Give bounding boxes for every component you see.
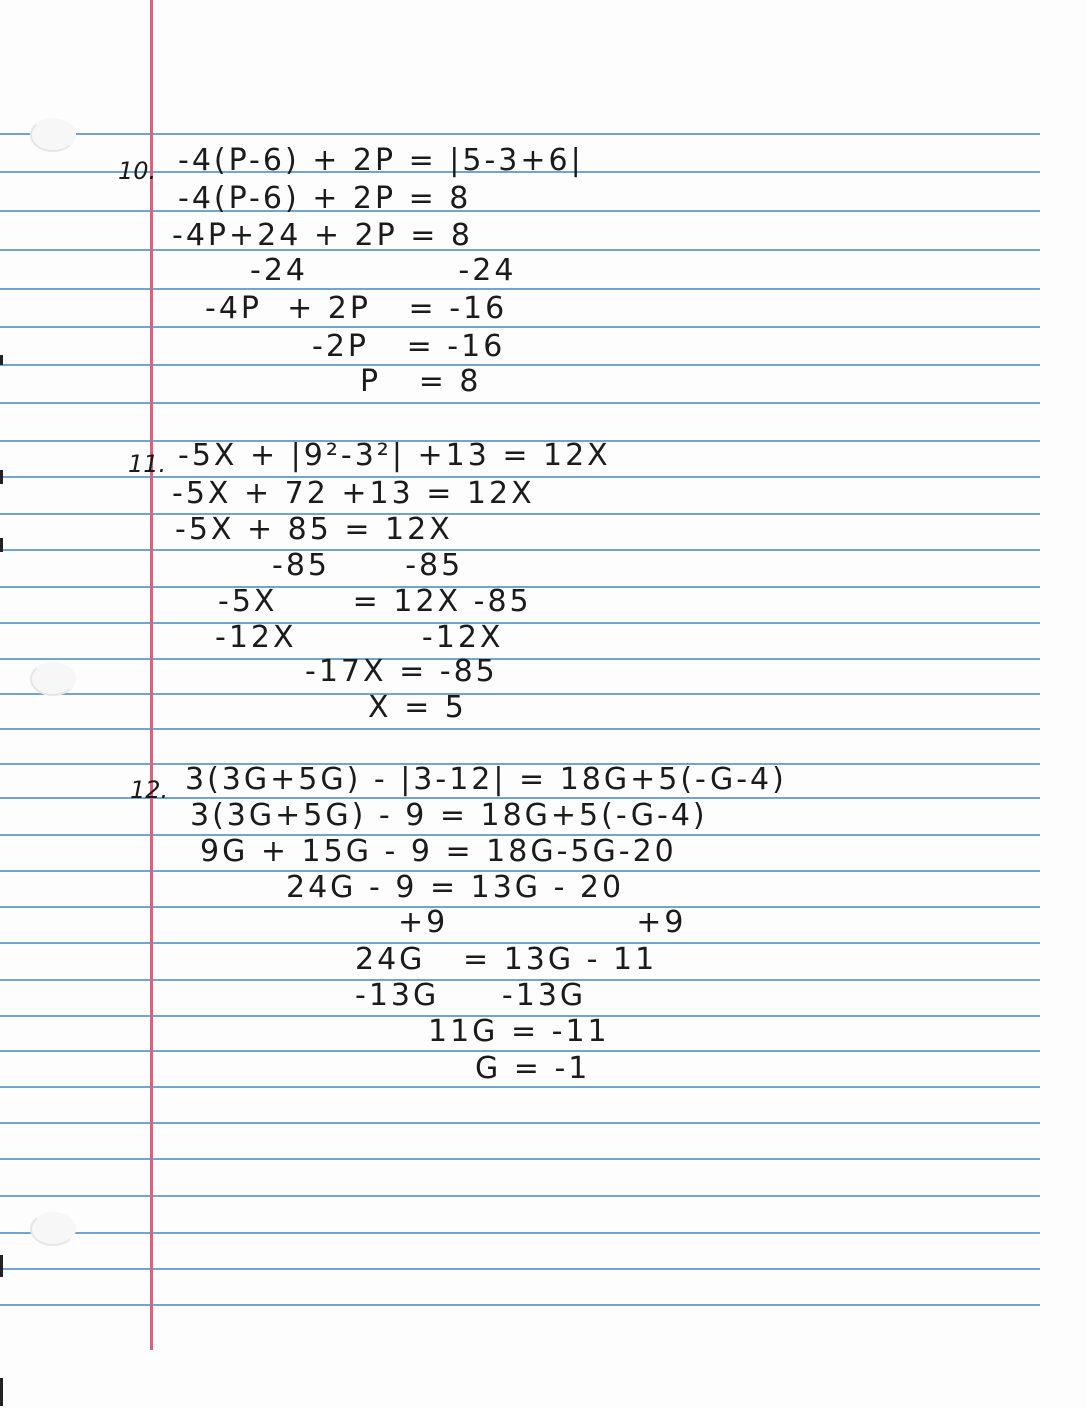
ruled-line [0,658,1040,660]
equation-line: 24G = 13G - 11 [355,942,658,977]
equation-line: P = 8 [360,364,482,399]
ruled-line [0,1304,1040,1306]
ruled-line [0,288,1040,290]
ruled-line [0,1195,1040,1197]
ruled-line [0,1158,1040,1160]
equation-line: -12X -12X [215,620,504,655]
scan-edge-mark [0,355,3,365]
equation-line: G = -1 [475,1051,591,1086]
equation-line: X = 5 [368,690,467,725]
equation-line: +9 +9 [398,905,687,940]
equation-line: -5X = 12X -85 [218,584,532,619]
scan-edge-mark [0,1255,3,1277]
scan-edge-mark [0,470,3,484]
equation-line: 3(3G+5G) - 9 = 18G+5(-G-4) [190,798,708,833]
ruled-line [0,622,1040,624]
equation-line: -5X + |9²-3²| +13 = 12X [178,438,611,473]
ruled-line [0,326,1040,328]
scan-edge-mark [0,1378,3,1406]
ruled-line [0,1122,1040,1124]
ruled-line [0,402,1040,404]
equation-line: -85 -85 [272,548,464,583]
binder-hole [30,118,76,152]
ruled-line [0,133,1040,135]
equation-line: 9G + 15G - 9 = 18G-5G-20 [200,834,677,869]
problem-number: 11. [128,450,167,478]
problem-number: 10. [118,157,157,185]
equation-line: -4(P-6) + 2P = |5-3+6| [178,143,584,178]
equation-line: 24G - 9 = 13G - 20 [286,870,625,905]
ruled-line [0,513,1040,515]
binder-hole [30,1212,76,1246]
ruled-line [0,1268,1040,1270]
scan-edge-mark [0,538,3,552]
ruled-line [0,1086,1040,1088]
ruled-line [0,249,1040,251]
equation-line: -4P+24 + 2P = 8 [172,218,473,253]
ruled-line [0,364,1040,366]
ruled-line [0,728,1040,730]
equation-line: -17X = -85 [305,654,498,689]
problem-number: 12. [130,776,169,804]
equation-line: -5X + 72 +13 = 12X [172,476,535,511]
equation-line: -5X + 85 = 12X [175,512,453,547]
ruled-line [0,549,1040,551]
equation-line: -24 -24 [250,253,517,288]
margin-line [150,0,153,1350]
equation-line: -4(P-6) + 2P = 8 [178,181,472,216]
binder-hole [30,662,76,696]
equation-line: -4P + 2P = -16 [205,291,508,326]
equation-line: -2P = -16 [312,329,506,364]
equation-line: -13G -13G [355,978,587,1013]
equation-line: 3(3G+5G) - |3-12| = 18G+5(-G-4) [185,762,787,797]
ruled-line [0,1232,1040,1234]
ruled-line [0,693,1040,695]
ruled-line [0,210,1040,212]
equation-line: 11G = -11 [428,1014,610,1049]
